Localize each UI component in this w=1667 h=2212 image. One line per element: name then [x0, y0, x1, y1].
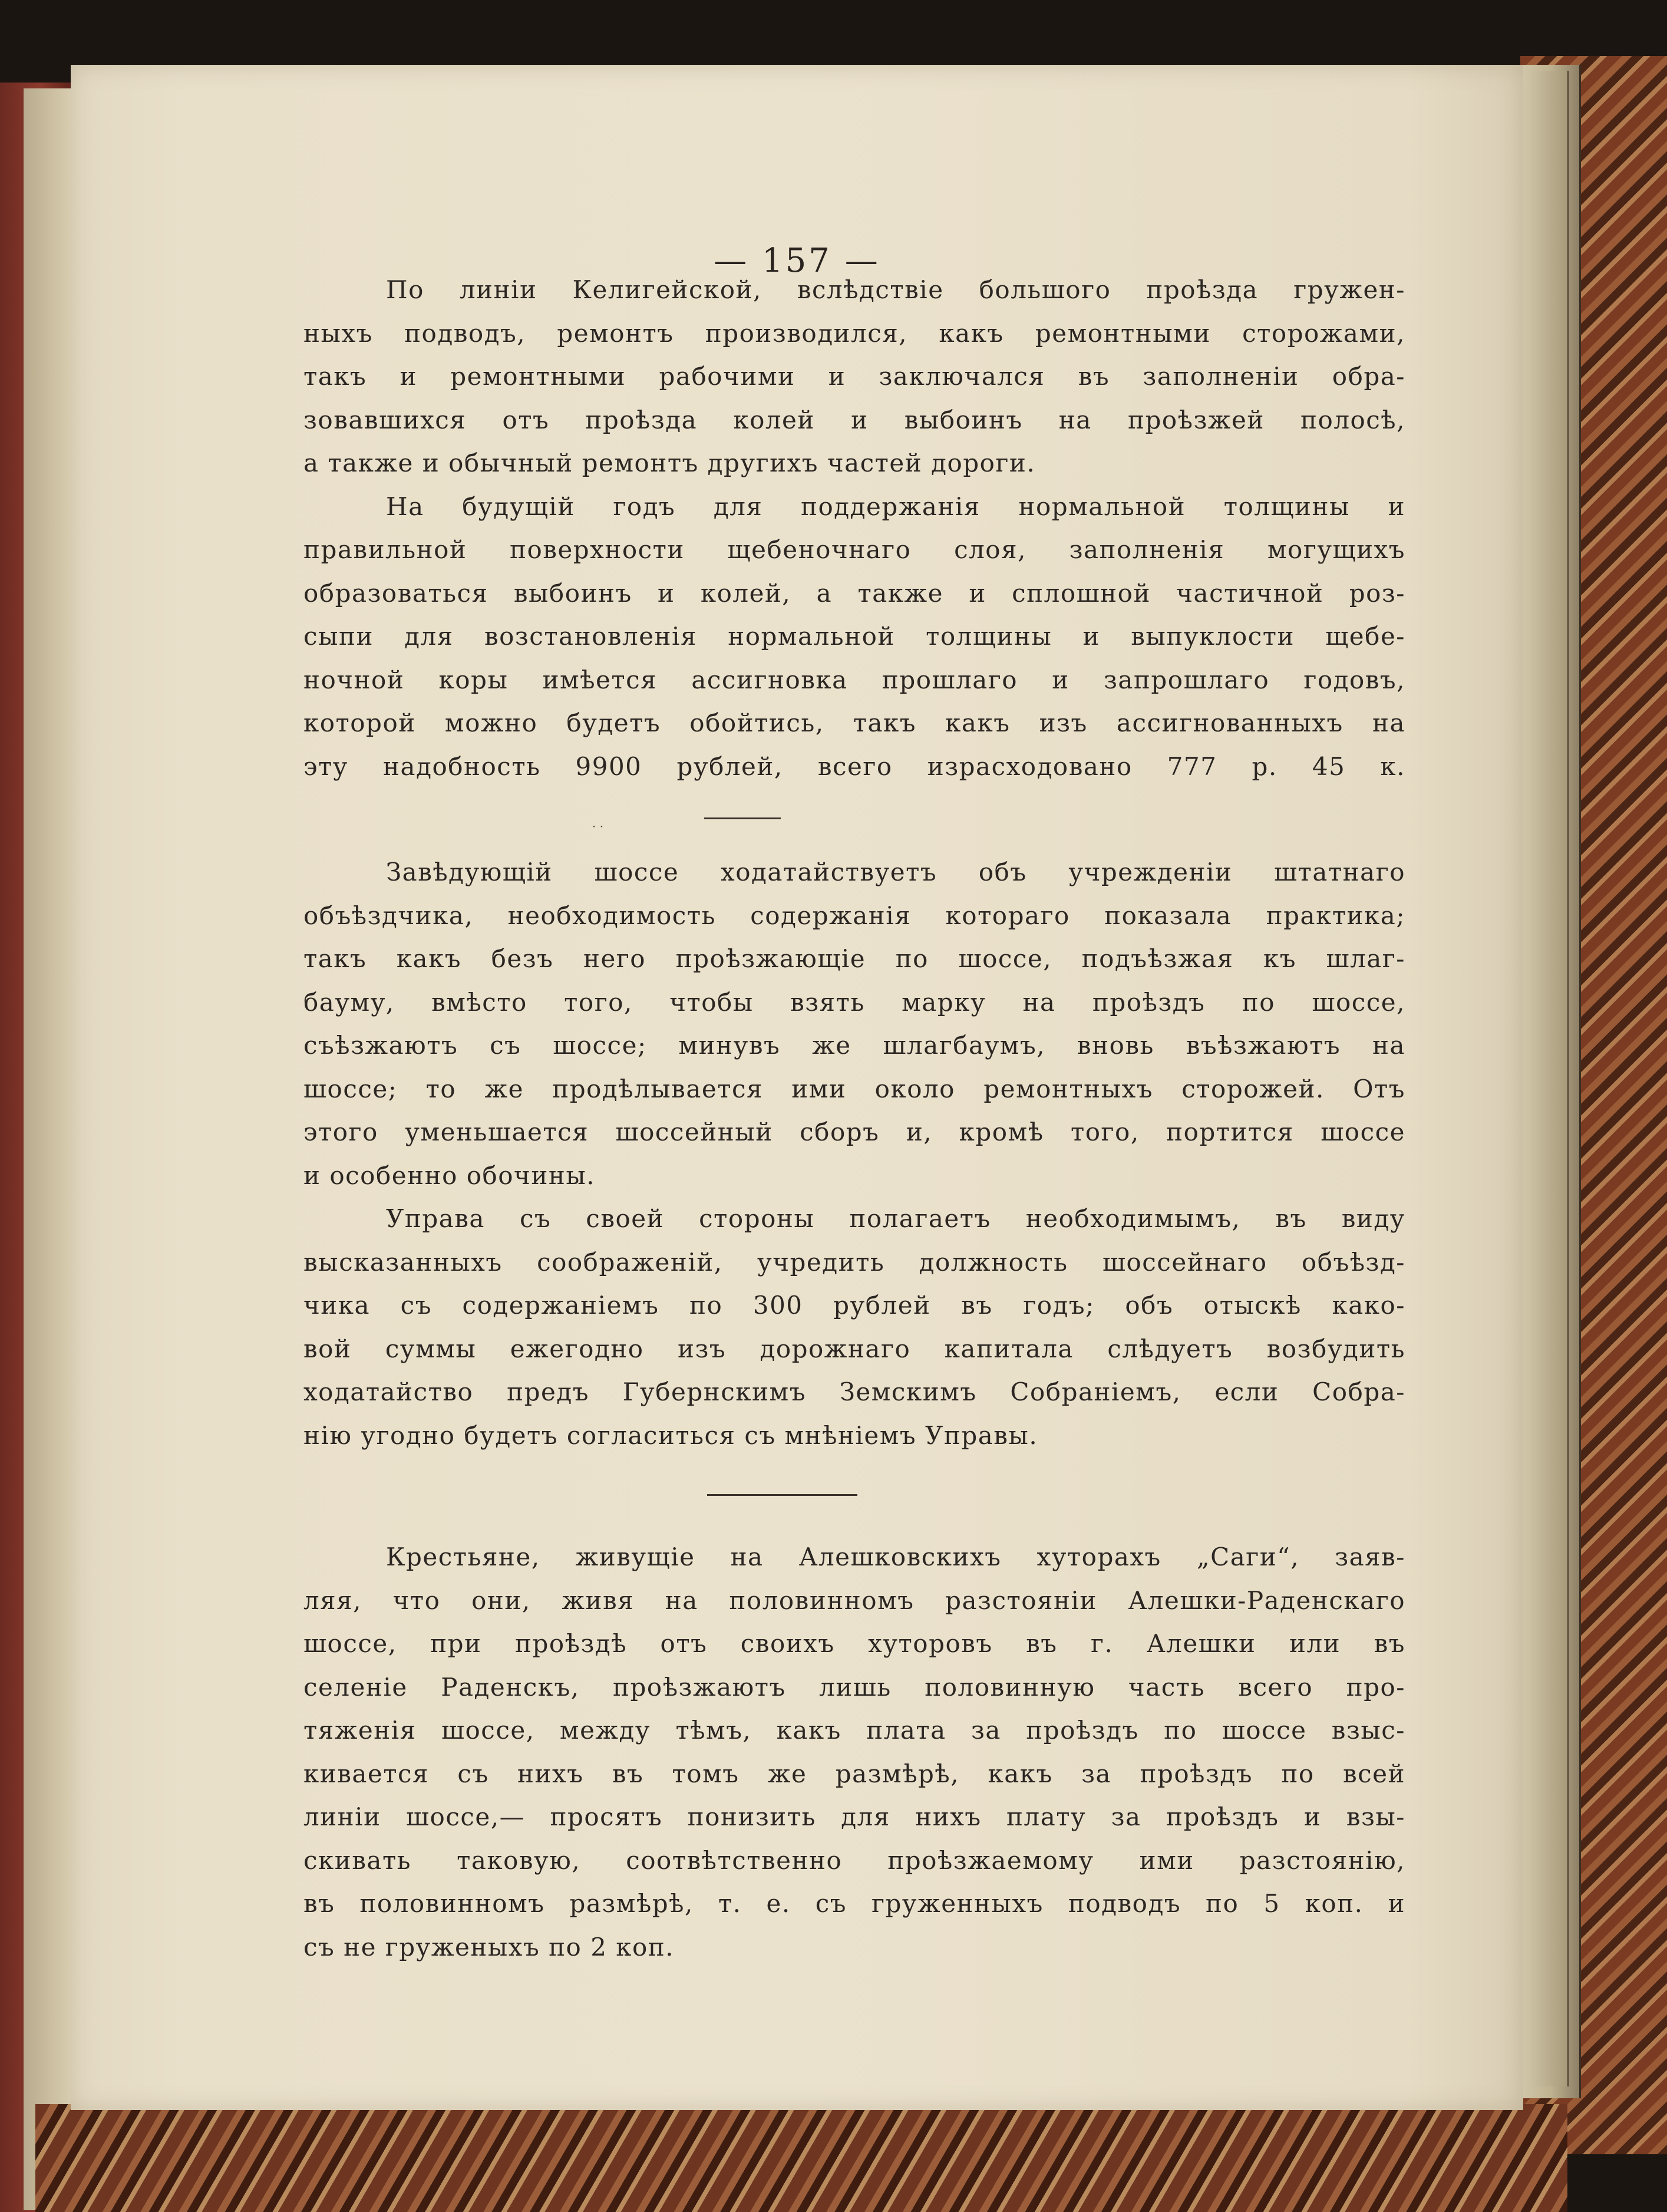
text-line: По линіи Келигейской, вслѣдствіе большого проѣзда гружен-	[386, 275, 1405, 304]
text-line: ночной коры имѣется ассигновка прошлаго и запрошлаго годовъ,	[303, 665, 1405, 694]
text-line: такъ какъ безъ него проѣзжающіе по шоссе, подъѣзжая къ шлаг-	[303, 944, 1405, 973]
text-line: правильной поверхности щебеночнаго слоя, заполненія могущихъ	[303, 535, 1405, 564]
paragraph-1	[303, 268, 1405, 485]
text-line: тяженія шоссе, между тѣмъ, какъ плата за проѣздъ по шоссе взыс-	[303, 1716, 1405, 1745]
text-line: бауму, вмѣсто того, чтобы взять марку на проѣздъ по шоссе,	[303, 987, 1405, 1017]
paragraph-4	[303, 1197, 1405, 1457]
section-divider-1	[704, 817, 781, 819]
text-line: селеніе Раденскъ, проѣзжаютъ лишь половинную часть всего про-	[303, 1672, 1405, 1702]
text-line: сыпи для возстановленія нормальной толщины и выпуклости щебе-	[303, 622, 1405, 651]
left-page-edge	[24, 88, 71, 2210]
bottom-cover-marbled	[35, 2104, 1567, 2212]
text-block-2	[303, 850, 1405, 1457]
text-line: которой можно будетъ обойтись, такъ какъ изъ ассигнованныхъ на	[303, 708, 1405, 737]
text-line: вой суммы ежегодно изъ дорожнаго капитала слѣдуетъ возбудить	[303, 1334, 1405, 1363]
book-page	[71, 65, 1523, 2110]
section-divider-2	[707, 1494, 857, 1496]
text-line: На будущій годъ для поддержанія нормальной толщины и	[386, 492, 1405, 521]
text-line: кивается съ нихъ въ томъ же размѣрѣ, какъ за проѣздъ по всей	[303, 1759, 1405, 1788]
paragraph-5	[303, 1535, 1405, 1969]
text-line: ляя, что они, живя на половинномъ разстояніи Алешки-Раденскаго	[303, 1585, 1405, 1615]
text-line: чика съ содержаніемъ по 300 рублей въ годъ; объ отыскѣ како-	[303, 1291, 1405, 1320]
text-line: въ половинномъ размѣрѣ, т. е. съ груженныхъ подводъ по 5 коп. и	[303, 1889, 1405, 1918]
text-line: съ не груженыхъ по 2 коп.	[303, 1932, 675, 1962]
text-line: объѣздчика, необходимость содержанія котораго показала практика;	[303, 901, 1405, 930]
text-line: линіи шоссе,— просятъ понизить для нихъ плату за проѣздъ и взы-	[303, 1802, 1405, 1831]
text-line: Крестьяне, живущіе на Алешковскихъ хуторахъ „Саги“, заяв-	[386, 1542, 1405, 1571]
text-line: такъ и ремонтными рабочими и заключался въ заполненіи обра-	[303, 362, 1405, 391]
ink-specks: · ·	[592, 819, 604, 833]
text-line: съѣзжаютъ съ шоссе; минувъ же шлагбаумъ, вновь въѣзжаютъ на	[303, 1031, 1405, 1060]
text-line: этого уменьшается шоссейный сборъ и, кромѣ того, портится шоссе	[303, 1117, 1405, 1146]
text-line: эту надобность 9900 рублей, всего израсходовано 777 р. 45 к.	[303, 751, 1405, 781]
text-line: нію угодно будетъ согласиться съ мнѣніемъ Управы.	[303, 1420, 1038, 1450]
text-line: шоссе, при проѣздѣ отъ своихъ хуторовъ въ г. Алешки или въ	[303, 1629, 1405, 1658]
text-line: а также и обычный ремонтъ другихъ частей дороги.	[303, 449, 1036, 477]
page-stack-edge-inner	[1526, 71, 1569, 2086]
text-line: зовавшихся отъ проѣзда колей и выбоинъ на проѣзжей полосѣ,	[303, 405, 1405, 434]
text-line: образоваться выбоинъ и колей, а также и сплошной частичной роз-	[303, 578, 1405, 608]
text-line: и особенно обочины.	[303, 1161, 596, 1190]
text-line: скивать таковую, соотвѣтственно проѣзжаемому ими разстоянію,	[303, 1845, 1405, 1875]
page-number: — 157 —	[714, 242, 880, 280]
text-line: высказанныхъ соображеній, учредить должность шоссейнаго объѣзд-	[303, 1247, 1405, 1277]
text-line: Управа съ своей стороны полагаетъ необходимымъ, въ виду	[386, 1204, 1405, 1233]
text-block-1	[303, 268, 1405, 788]
text-line: шоссе; то же продѣлывается ими около ремонтныхъ сторожей. Отъ	[303, 1074, 1405, 1103]
text-block-3	[303, 1535, 1405, 1969]
paragraph-2	[303, 485, 1405, 789]
text-line: Завѣдующій шоссе ходатайствуетъ объ учрежденіи штатнаго	[386, 858, 1405, 886]
paragraph-3	[303, 850, 1405, 1197]
text-line: ходатайство предъ Губернскимъ Земскимъ Собраніемъ, если Собра-	[303, 1377, 1405, 1406]
text-line: ныхъ подводъ, ремонтъ производился, какъ ремонтными сторожами,	[303, 318, 1405, 348]
